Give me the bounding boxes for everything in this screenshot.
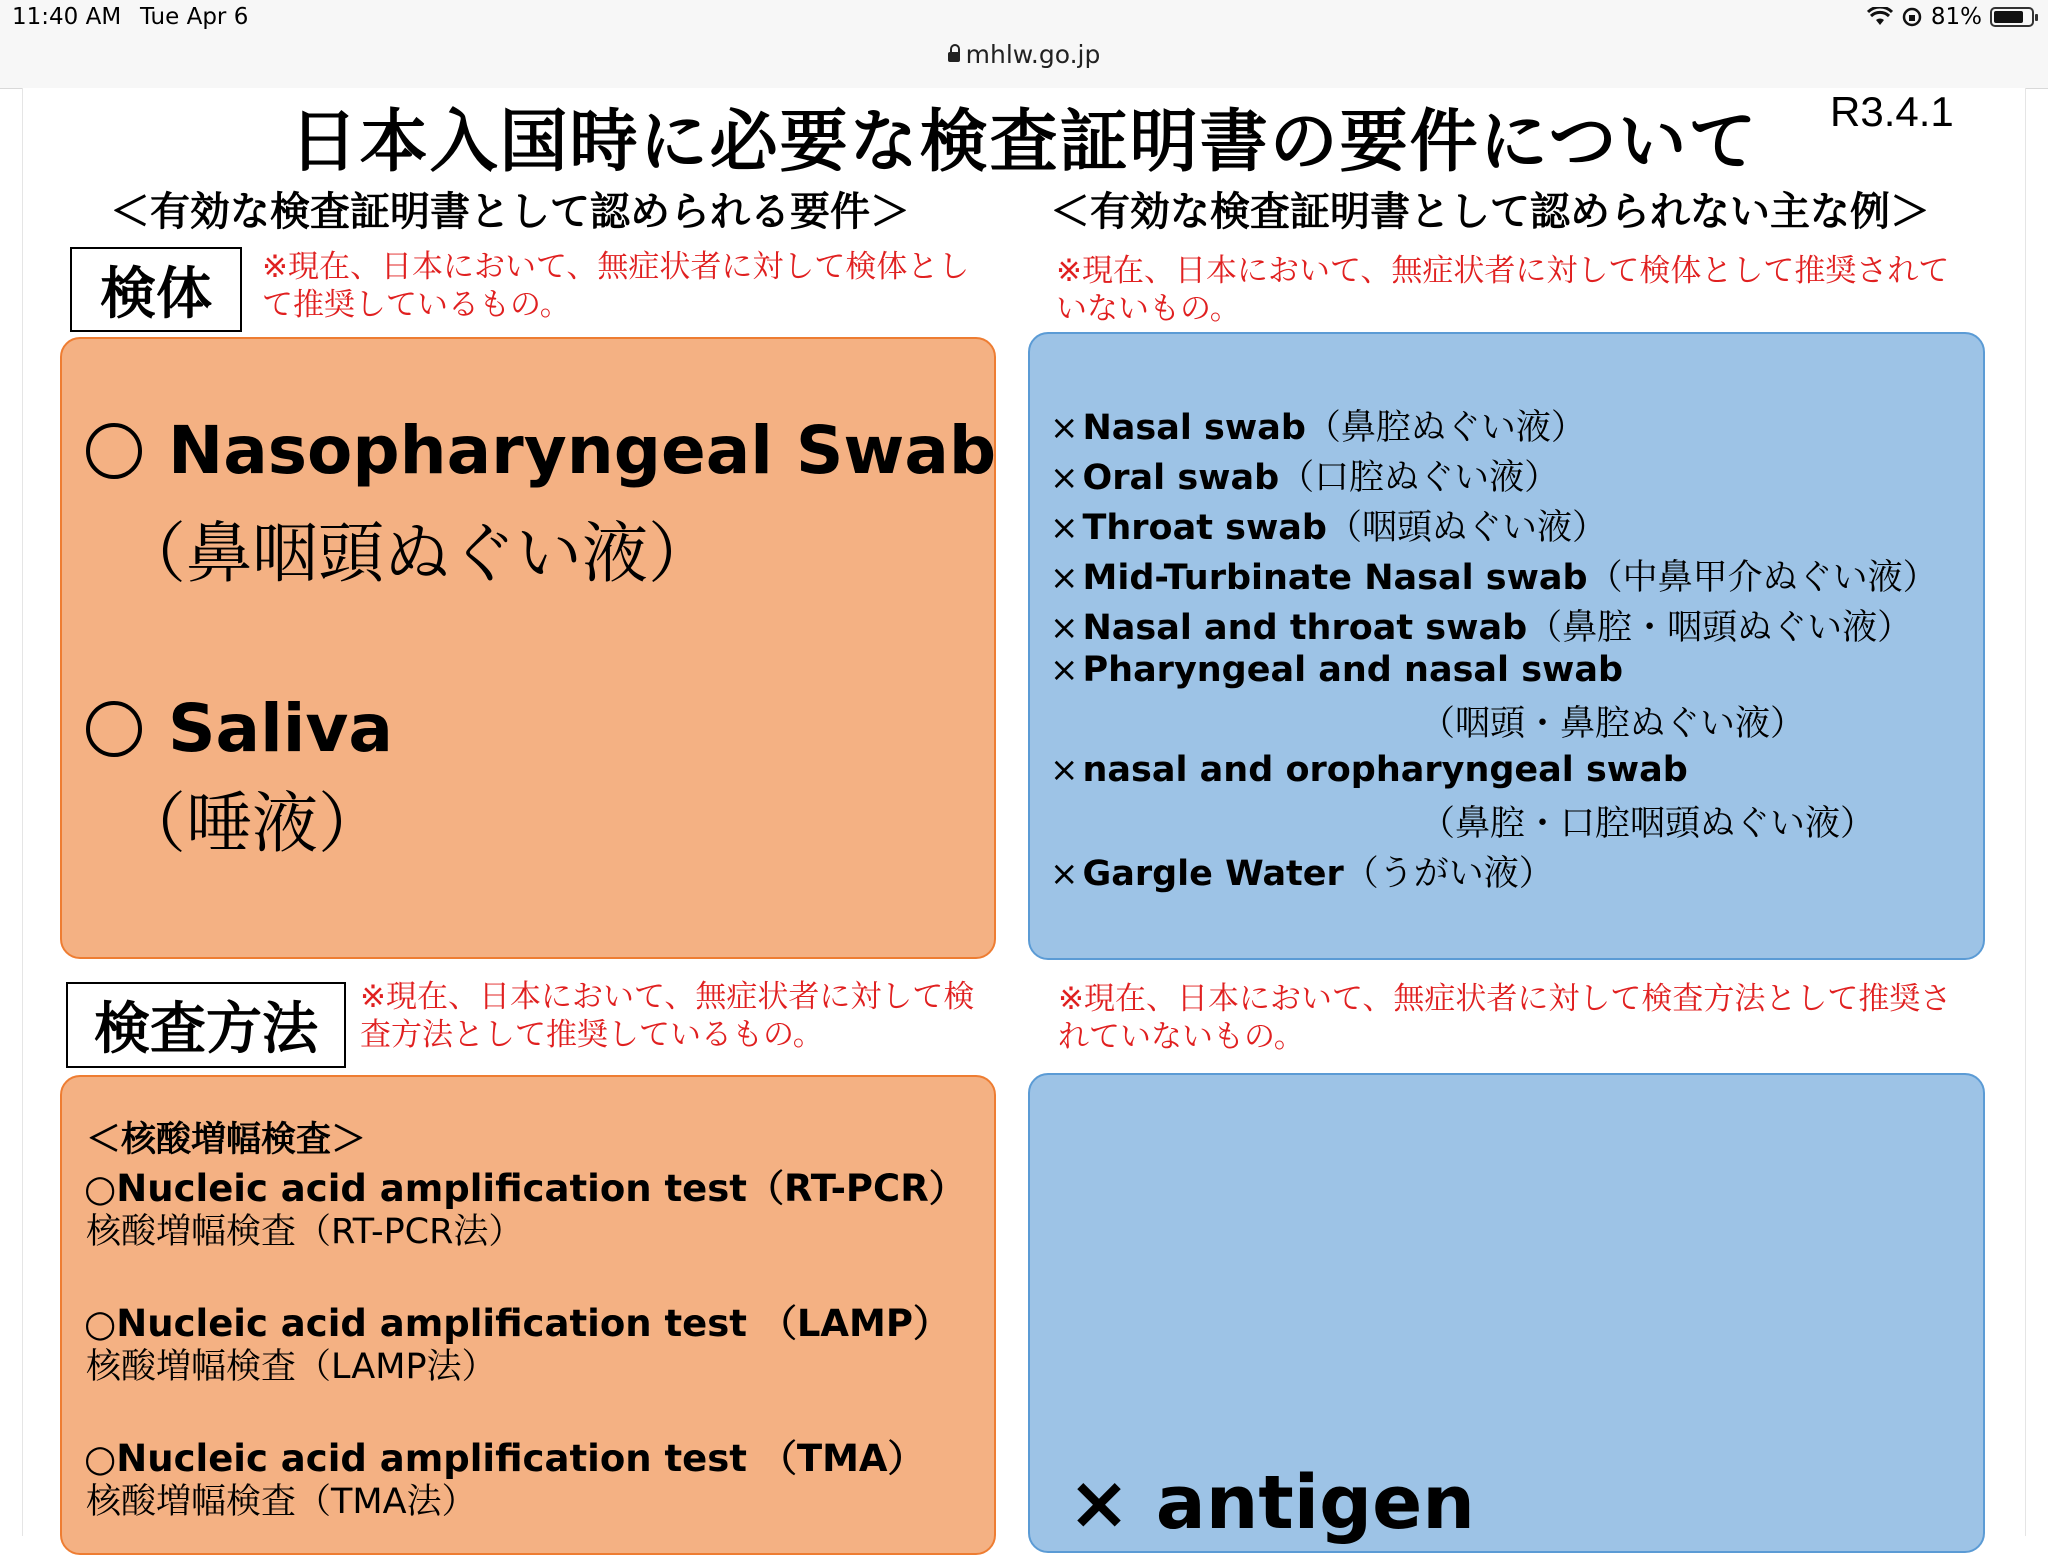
rejected-specimen-item: × nasal and oropharyngeal swab bbox=[1050, 750, 1688, 790]
status-date: Tue Apr 6 bbox=[140, 4, 249, 30]
specimen-en: Nasopharyngeal Swab bbox=[168, 412, 997, 489]
battery-level-fill bbox=[1994, 11, 2023, 23]
wifi-icon bbox=[1867, 7, 1893, 27]
method-label: 検査方法 bbox=[66, 982, 346, 1068]
rejected-specimen-jp: （咽頭・鼻腔ぬぐい液） bbox=[1420, 704, 1806, 744]
battery-icon bbox=[1990, 7, 2034, 27]
status-time: 11:40 AM bbox=[12, 4, 122, 30]
valid-requirements-heading: ＜有効な検査証明書として認められる要件＞ bbox=[110, 189, 910, 235]
cross-icon: × bbox=[1050, 458, 1079, 498]
accepted-method-item: ○Nucleic acid amplification test（RT-PCR） bbox=[84, 1167, 966, 1210]
method-valid-note: ※現在、日本において、無症状者に対して検査方法として推奨しているもの。 bbox=[360, 979, 975, 1053]
specimen-invalid-note: ※現在、日本において、無症状者に対して検体として推奨されていないもの。 bbox=[1056, 253, 1950, 327]
circle-icon bbox=[86, 701, 142, 757]
accepted-method-jp: 核酸増幅検査（TMA法） bbox=[86, 1482, 477, 1522]
cross-icon: × bbox=[1050, 750, 1079, 790]
rejected-specimen-item: × Oral swab（口腔ぬぐい液） bbox=[1050, 458, 1560, 498]
page-title: 日本入国時に必要な検査証明書の要件について bbox=[289, 103, 1759, 182]
specimen-jp: （唾液） bbox=[120, 785, 384, 862]
rejected-specimen-item: × Nasal and throat swab（鼻腔・咽頭ぬぐい液） bbox=[1050, 608, 1913, 648]
url-text: mhlw.go.jp bbox=[965, 40, 1101, 69]
accepted-specimen-item bbox=[86, 690, 393, 767]
cross-icon: × bbox=[1050, 558, 1079, 598]
accepted-specimen-item bbox=[86, 412, 996, 489]
cross-icon: × bbox=[1050, 608, 1079, 648]
circle-icon bbox=[86, 423, 142, 479]
specimen-jp: （鼻咽頭ぬぐい液） bbox=[120, 515, 714, 592]
rejected-specimen-item: × Pharyngeal and nasal swab bbox=[1050, 650, 1624, 690]
document-date: R3.4.1 bbox=[1830, 88, 1954, 135]
orientation-lock-icon bbox=[1901, 6, 1923, 28]
accepted-method-item: ○Nucleic acid amplification test （LAMP） bbox=[84, 1302, 950, 1345]
address-bar[interactable] bbox=[0, 40, 2048, 69]
cross-icon: × bbox=[1050, 854, 1079, 894]
battery-percent: 81% bbox=[1930, 4, 1982, 30]
rejected-specimen-item: × Gargle Water（うがい液） bbox=[1050, 854, 1554, 894]
specimen-valid-note: ※現在、日本において、無症状者に対して検体として推奨しているもの。 bbox=[262, 249, 970, 323]
rejected-method-item: × antigen bbox=[1068, 1460, 1475, 1546]
status-bar bbox=[0, 0, 2048, 89]
rejected-specimen-jp: （鼻腔・口腔咽頭ぬぐい液） bbox=[1420, 804, 1876, 844]
status-indicators bbox=[1867, 4, 2034, 30]
rejected-specimen-item: × Throat swab（咽頭ぬぐい液） bbox=[1050, 508, 1607, 548]
cross-icon: × bbox=[1050, 508, 1079, 548]
rejected-specimen-item: × Mid-Turbinate Nasal swab（中鼻甲介ぬぐい液） bbox=[1050, 558, 1938, 598]
method-group-heading: ＜核酸増幅検査＞ bbox=[86, 1120, 367, 1160]
accepted-method-item: ○Nucleic acid amplification test （TMA） bbox=[84, 1437, 925, 1480]
cross-icon: × bbox=[1050, 408, 1079, 448]
specimen-label: 検体 bbox=[70, 247, 242, 332]
rejected-specimen-item: × Nasal swab（鼻腔ぬぐい液） bbox=[1050, 408, 1586, 448]
specimen-en: Saliva bbox=[168, 690, 393, 767]
accepted-method-jp: 核酸増幅検査（RT-PCR法） bbox=[86, 1212, 524, 1252]
accepted-method-jp: 核酸増幅検査（LAMP法） bbox=[86, 1347, 497, 1387]
lock-icon bbox=[948, 52, 960, 62]
method-invalid-note: ※現在、日本において、無症状者に対して検査方法として推奨されていないもの。 bbox=[1058, 981, 1952, 1055]
invalid-examples-heading: ＜有効な検査証明書として認められない主な例＞ bbox=[1050, 189, 1930, 235]
cross-icon: × bbox=[1050, 650, 1079, 690]
